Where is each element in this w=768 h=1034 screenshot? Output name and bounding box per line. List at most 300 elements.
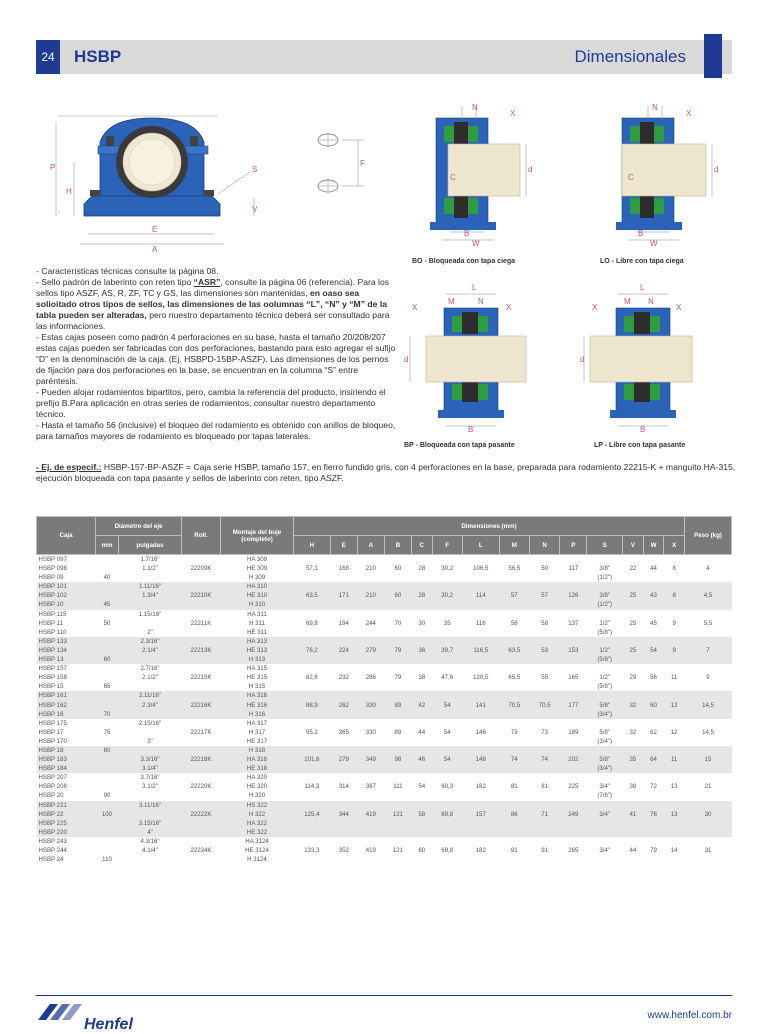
cell-peso bbox=[685, 791, 732, 800]
cell-roll bbox=[182, 610, 221, 619]
cell-dim bbox=[384, 746, 411, 755]
cell-peso: 5,5 bbox=[685, 619, 732, 628]
cell-dim: 3/4" bbox=[587, 810, 623, 819]
cell-dim: 69,8 bbox=[432, 810, 462, 819]
table-row bbox=[37, 655, 732, 664]
table-row bbox=[37, 673, 732, 682]
cell-dim: 210 bbox=[357, 564, 384, 573]
cell-dim: 244 bbox=[357, 619, 384, 628]
cell-dim bbox=[294, 719, 331, 728]
cell-dim bbox=[330, 828, 357, 837]
cell-dim bbox=[384, 573, 411, 582]
cell-dim bbox=[330, 719, 357, 728]
cell-peso bbox=[685, 610, 732, 619]
cell-buje: H 322 bbox=[221, 810, 294, 819]
cell-dim bbox=[462, 664, 499, 673]
cell-buje: HA 310 bbox=[221, 582, 294, 591]
table-row bbox=[37, 719, 732, 728]
cell-dim bbox=[462, 737, 499, 746]
cell-dim bbox=[384, 819, 411, 828]
cell-dim: 9 bbox=[664, 646, 685, 655]
cell-dim bbox=[330, 582, 357, 591]
cell-dim bbox=[643, 801, 664, 810]
cell-dim: 165 bbox=[560, 673, 587, 682]
cell-dim: 81 bbox=[529, 782, 559, 791]
cell-dim: 225 bbox=[560, 782, 587, 791]
cell-dim: 41 bbox=[623, 810, 644, 819]
cell-roll bbox=[182, 801, 221, 810]
cell-dim bbox=[432, 746, 462, 755]
cell-dim bbox=[411, 819, 432, 828]
cell-dim bbox=[560, 610, 587, 619]
cell-dim bbox=[587, 837, 623, 846]
cell-buje: HA 309 bbox=[221, 555, 294, 565]
cell-dim bbox=[529, 828, 559, 837]
cell-mm: 70 bbox=[96, 710, 119, 719]
cell-dim bbox=[664, 764, 685, 773]
note-2-e: pero nuestro departamento técnico deberá ser consultado para las informaciones. bbox=[36, 310, 390, 331]
cell-dim: 30,2 bbox=[432, 591, 462, 600]
bo-label-c: C bbox=[450, 173, 456, 182]
cell-pulgadas: 3.1/4" bbox=[119, 764, 182, 773]
cell-dim bbox=[357, 655, 384, 664]
cell-dim bbox=[432, 737, 462, 746]
cell-dim: 114,3 bbox=[294, 782, 331, 791]
cell-dim bbox=[294, 737, 331, 746]
col-dim-x: X bbox=[664, 536, 685, 555]
cell-dim: 419 bbox=[357, 846, 384, 855]
cell-dim bbox=[294, 664, 331, 673]
cell-dim bbox=[330, 791, 357, 800]
cell-dim bbox=[462, 764, 499, 773]
cell-pulgadas bbox=[119, 682, 182, 691]
cell-buje: H 318 bbox=[221, 746, 294, 755]
cell-dim bbox=[664, 691, 685, 700]
cell-buje: HE 322 bbox=[221, 828, 294, 837]
cell-dim bbox=[643, 637, 664, 646]
cell-dim bbox=[330, 746, 357, 755]
cell-dim bbox=[560, 801, 587, 810]
cell-pulgadas bbox=[119, 855, 182, 864]
cell-mm bbox=[96, 637, 119, 646]
cell-mm: 65 bbox=[96, 682, 119, 691]
cell-dim bbox=[357, 664, 384, 673]
cell-dim bbox=[330, 573, 357, 582]
cell-dim bbox=[357, 555, 384, 565]
cell-dim bbox=[462, 710, 499, 719]
cell-dim: 1/2" bbox=[587, 673, 623, 682]
cell-dim bbox=[357, 773, 384, 782]
cell-caja: HSBP 170 bbox=[37, 737, 96, 746]
cell-dim: 43 bbox=[643, 591, 664, 600]
cell-dim bbox=[560, 637, 587, 646]
cell-dim bbox=[384, 737, 411, 746]
cell-dim bbox=[664, 600, 685, 609]
cell-dim bbox=[357, 819, 384, 828]
cell-mm: 100 bbox=[96, 810, 119, 819]
cell-roll bbox=[182, 600, 221, 609]
cell-dim bbox=[411, 828, 432, 837]
cell-mm bbox=[96, 555, 119, 565]
cell-roll: 22217K bbox=[182, 728, 221, 737]
cell-dim: 330 bbox=[357, 701, 384, 710]
cell-dim bbox=[462, 655, 499, 664]
cell-pulgadas: 3.1/2" bbox=[119, 782, 182, 791]
cell-pulgadas bbox=[119, 728, 182, 737]
cell-dim bbox=[529, 600, 559, 609]
cell-dim: 70,5 bbox=[529, 701, 559, 710]
lp-label-x: X bbox=[592, 303, 598, 312]
cell-mm bbox=[96, 801, 119, 810]
cell-caja: HSBP 225 bbox=[37, 819, 96, 828]
bp-label-l: L bbox=[472, 283, 477, 292]
cell-peso: 4,5 bbox=[685, 591, 732, 600]
bp-label-d: d bbox=[404, 355, 409, 364]
cell-dim: 30,2 bbox=[432, 564, 462, 573]
cell-dim: 344 bbox=[330, 810, 357, 819]
cell-dim bbox=[294, 610, 331, 619]
cell-caja: HSBP 11 bbox=[37, 619, 96, 628]
cell-dim bbox=[529, 682, 559, 691]
cell-dim: 42 bbox=[411, 701, 432, 710]
cell-dim: 98 bbox=[384, 755, 411, 764]
cell-mm: 50 bbox=[96, 619, 119, 628]
cell-roll: 22224K bbox=[182, 846, 221, 855]
cell-dim bbox=[357, 855, 384, 864]
cell-dim bbox=[499, 828, 529, 837]
cell-pulgadas: 1.15/16" bbox=[119, 610, 182, 619]
cell-peso bbox=[685, 691, 732, 700]
cell-peso bbox=[685, 582, 732, 591]
cell-dim: 22 bbox=[623, 564, 644, 573]
cell-dim bbox=[357, 582, 384, 591]
cell-dim bbox=[432, 773, 462, 782]
website-link[interactable]: www.henfel.com.br bbox=[647, 1010, 732, 1021]
cell-dim bbox=[330, 710, 357, 719]
cell-mm bbox=[96, 719, 119, 728]
cell-dim bbox=[499, 746, 529, 755]
table-row bbox=[37, 728, 732, 737]
cell-dim bbox=[587, 773, 623, 782]
cell-dim: 76,2 bbox=[294, 646, 331, 655]
cell-roll bbox=[182, 582, 221, 591]
cell-pulgadas bbox=[119, 710, 182, 719]
cell-dim bbox=[432, 837, 462, 846]
bolt-spacing-drawing bbox=[312, 128, 372, 198]
main-drawing bbox=[48, 112, 348, 262]
cell-dim bbox=[432, 637, 462, 646]
lo-label-d: d bbox=[714, 165, 719, 174]
cell-dim: 111 bbox=[384, 782, 411, 791]
cell-dim bbox=[623, 764, 644, 773]
cell-roll bbox=[182, 819, 221, 828]
col-dim-l: L bbox=[462, 536, 499, 555]
col-dim-m: M bbox=[499, 536, 529, 555]
cell-dim: 28 bbox=[411, 564, 432, 573]
cell-buje: HE 320 bbox=[221, 782, 294, 791]
cell-mm: 80 bbox=[96, 746, 119, 755]
cell-dim: 5/8" bbox=[587, 701, 623, 710]
cell-mm bbox=[96, 737, 119, 746]
cell-caja: HSBP 22 bbox=[37, 810, 96, 819]
col-pulgadas: pulgadas bbox=[119, 536, 182, 555]
cell-roll bbox=[182, 628, 221, 637]
cell-dim bbox=[462, 801, 499, 810]
lo-label-w: W bbox=[650, 239, 658, 248]
cell-pulgadas: 2.1/2" bbox=[119, 673, 182, 682]
cell-dim bbox=[623, 801, 644, 810]
cell-caja: HSBP 20 bbox=[37, 791, 96, 800]
col-dim-a: A bbox=[357, 536, 384, 555]
cell-dim bbox=[499, 801, 529, 810]
cell-dim bbox=[462, 610, 499, 619]
note-2-c: , consulte la página 06 (referencia). Para los sellos tipo ASZF, AS, R, ZF, TC y GS, las dimensiones son mantenidas, bbox=[36, 277, 390, 298]
cell-dim: 349 bbox=[357, 755, 384, 764]
cell-dim bbox=[294, 710, 331, 719]
cell-dim bbox=[462, 837, 499, 846]
cell-dim bbox=[529, 637, 559, 646]
cell-roll bbox=[182, 710, 221, 719]
cell-dim: 44 bbox=[643, 564, 664, 573]
cell-dim bbox=[560, 691, 587, 700]
cell-roll bbox=[182, 773, 221, 782]
cell-dim: 162 bbox=[462, 782, 499, 791]
cell-dim: 60,3 bbox=[432, 782, 462, 791]
cell-dim bbox=[384, 764, 411, 773]
cell-peso: 30 bbox=[685, 810, 732, 819]
cell-dim bbox=[529, 791, 559, 800]
cell-dim bbox=[643, 746, 664, 755]
cell-dim bbox=[411, 855, 432, 864]
table-row bbox=[37, 810, 732, 819]
cell-dim bbox=[499, 764, 529, 773]
cell-buje: HA 317 bbox=[221, 719, 294, 728]
cell-caja: HSBP 244 bbox=[37, 846, 96, 855]
cell-dim bbox=[587, 664, 623, 673]
cell-dim bbox=[294, 837, 331, 846]
cell-buje: HS 322 bbox=[221, 801, 294, 810]
cell-dim bbox=[587, 637, 623, 646]
cell-dim bbox=[643, 791, 664, 800]
cell-mm bbox=[96, 691, 119, 700]
cell-dim bbox=[499, 791, 529, 800]
cell-pulgadas: 3" bbox=[119, 737, 182, 746]
col-dim-e: E bbox=[330, 536, 357, 555]
cell-dim bbox=[384, 655, 411, 664]
cell-dim: 314 bbox=[330, 782, 357, 791]
cell-dim bbox=[294, 637, 331, 646]
cell-dim bbox=[623, 837, 644, 846]
cell-dim bbox=[643, 655, 664, 664]
cell-dim bbox=[462, 573, 499, 582]
cell-dim bbox=[330, 837, 357, 846]
cell-buje: HE 317 bbox=[221, 737, 294, 746]
cell-dim: 79 bbox=[384, 673, 411, 682]
cell-dim: 35 bbox=[623, 755, 644, 764]
cell-dim: 56 bbox=[643, 673, 664, 682]
cell-dim bbox=[623, 710, 644, 719]
cell-pulgadas bbox=[119, 619, 182, 628]
cell-dim: 63,5 bbox=[499, 646, 529, 655]
cell-dim bbox=[411, 664, 432, 673]
cell-dim bbox=[384, 555, 411, 565]
cell-dim bbox=[384, 691, 411, 700]
cell-dim bbox=[664, 628, 685, 637]
cell-dim bbox=[643, 682, 664, 691]
cell-dim bbox=[560, 664, 587, 673]
cell-dim bbox=[357, 737, 384, 746]
cell-dim: 1/2" bbox=[587, 619, 623, 628]
page-title: HSBP bbox=[74, 47, 122, 66]
cell-dim bbox=[643, 773, 664, 782]
cell-pulgadas: 3.7/16" bbox=[119, 773, 182, 782]
lp-label-d: d bbox=[580, 355, 585, 364]
cell-mm: 110 bbox=[96, 855, 119, 864]
table-row bbox=[37, 619, 732, 628]
cell-dim: 54 bbox=[643, 646, 664, 655]
cell-caja: HSBP 161 bbox=[37, 691, 96, 700]
col-dim-p: P bbox=[560, 536, 587, 555]
cell-roll: 22222K bbox=[182, 810, 221, 819]
cell-dim: 44 bbox=[411, 728, 432, 737]
cell-peso bbox=[685, 764, 732, 773]
cell-roll bbox=[182, 664, 221, 673]
cell-dim: 177 bbox=[560, 701, 587, 710]
cell-dim bbox=[499, 819, 529, 828]
cell-dim: 54 bbox=[432, 755, 462, 764]
cell-buje: HE 318 bbox=[221, 764, 294, 773]
cell-dim bbox=[623, 628, 644, 637]
cell-dim bbox=[587, 582, 623, 591]
cell-caja: HSBP 102 bbox=[37, 591, 96, 600]
henfel-logo-icon bbox=[36, 1002, 84, 1022]
cell-pulgadas bbox=[119, 810, 182, 819]
cell-dim bbox=[432, 610, 462, 619]
cell-caja: HSBP 208 bbox=[37, 782, 96, 791]
cell-dim bbox=[623, 610, 644, 619]
cell-dim: 3/8" bbox=[587, 591, 623, 600]
cell-dim bbox=[499, 691, 529, 700]
cell-dim bbox=[411, 628, 432, 637]
table-row bbox=[37, 801, 732, 810]
cell-mm bbox=[96, 828, 119, 837]
cell-roll bbox=[182, 746, 221, 755]
cell-peso: 14,5 bbox=[685, 701, 732, 710]
cell-dim bbox=[643, 764, 664, 773]
cell-dim: 76 bbox=[643, 810, 664, 819]
cell-dim bbox=[432, 819, 462, 828]
cell-dim: 194 bbox=[330, 619, 357, 628]
cell-buje: HA 3124 bbox=[221, 837, 294, 846]
example-label: - Ej. de especif.: bbox=[36, 462, 102, 472]
footer-rule bbox=[36, 995, 732, 996]
cell-dim bbox=[623, 655, 644, 664]
cell-dim bbox=[357, 828, 384, 837]
col-roll: Roll. bbox=[182, 517, 221, 555]
cell-dim: 25 bbox=[623, 591, 644, 600]
cell-dim: 265 bbox=[330, 728, 357, 737]
cell-roll: 22216K bbox=[182, 701, 221, 710]
cell-dim bbox=[643, 819, 664, 828]
cell-dim bbox=[411, 773, 432, 782]
cell-mm: 45 bbox=[96, 600, 119, 609]
cell-dim bbox=[384, 719, 411, 728]
cell-dim: 39,7 bbox=[432, 646, 462, 655]
cell-dim: 5/8" bbox=[587, 755, 623, 764]
cell-dim: 54 bbox=[432, 701, 462, 710]
cell-dim bbox=[560, 710, 587, 719]
cell-dim: 8 bbox=[664, 564, 685, 573]
cell-dim bbox=[587, 555, 623, 565]
cell-dim bbox=[560, 819, 587, 828]
cell-dim bbox=[384, 773, 411, 782]
cell-pulgadas bbox=[119, 655, 182, 664]
caption-lp: LP - Libre con tapa pasante bbox=[594, 442, 686, 449]
cell-pulgadas: 4" bbox=[119, 828, 182, 837]
cell-dim bbox=[294, 801, 331, 810]
table-row bbox=[37, 828, 732, 837]
cell-dim bbox=[499, 573, 529, 582]
cell-dim bbox=[411, 791, 432, 800]
cell-dim bbox=[623, 664, 644, 673]
cell-pulgadas: 3.11/16" bbox=[119, 801, 182, 810]
cell-dim bbox=[529, 855, 559, 864]
table-row bbox=[37, 582, 732, 591]
note-5: - Hasta el tamaño 56 (inclusive) el bloqueo del rodamiento es obtenido con anillos de bloqueo, para tamaños mayores de rodamiento es bloqueado por tapas laterales. bbox=[36, 420, 396, 441]
cell-dim bbox=[529, 710, 559, 719]
cell-caja: HSBP 220 bbox=[37, 828, 96, 837]
cell-dim: 91 bbox=[499, 846, 529, 855]
cell-mm bbox=[96, 819, 119, 828]
cell-buje: HA 322 bbox=[221, 819, 294, 828]
cell-dim bbox=[432, 764, 462, 773]
cell-buje: HE 310 bbox=[221, 591, 294, 600]
cell-pulgadas: 2.3/16" bbox=[119, 637, 182, 646]
cell-dim: 9 bbox=[664, 619, 685, 628]
bo-label-b: B bbox=[464, 229, 470, 238]
cell-dim: 81 bbox=[499, 782, 529, 791]
cell-peso: 31 bbox=[685, 846, 732, 855]
cell-dim: (1/2") bbox=[587, 600, 623, 609]
cell-dim bbox=[643, 573, 664, 582]
cell-dim bbox=[560, 764, 587, 773]
cell-roll bbox=[182, 682, 221, 691]
cell-dim bbox=[357, 637, 384, 646]
col-dim-c: C bbox=[411, 536, 432, 555]
cell-dim bbox=[587, 691, 623, 700]
cell-dim: 3/4" bbox=[587, 846, 623, 855]
cell-dim bbox=[499, 582, 529, 591]
cell-dim bbox=[664, 737, 685, 746]
cell-dim bbox=[623, 828, 644, 837]
cell-caja: HSBP 243 bbox=[37, 837, 96, 846]
cell-dim: 286 bbox=[357, 673, 384, 682]
cell-mm bbox=[96, 755, 119, 764]
cell-dim bbox=[411, 582, 432, 591]
cell-roll bbox=[182, 691, 221, 700]
cell-mm bbox=[96, 646, 119, 655]
table-row bbox=[37, 600, 732, 609]
cell-buje: H 316 bbox=[221, 710, 294, 719]
cell-roll bbox=[182, 764, 221, 773]
cell-dim bbox=[643, 691, 664, 700]
note-2-bold: en oaso sea solioitado otros tipos de sellos, las dimensiones de las oolumnas “L”, “N” y “M” de la tabla pueden ser alteradas, bbox=[36, 288, 387, 320]
cell-dim bbox=[432, 710, 462, 719]
cell-dim bbox=[623, 555, 644, 565]
cell-dim bbox=[560, 682, 587, 691]
cell-dim bbox=[499, 855, 529, 864]
cell-dim bbox=[357, 791, 384, 800]
